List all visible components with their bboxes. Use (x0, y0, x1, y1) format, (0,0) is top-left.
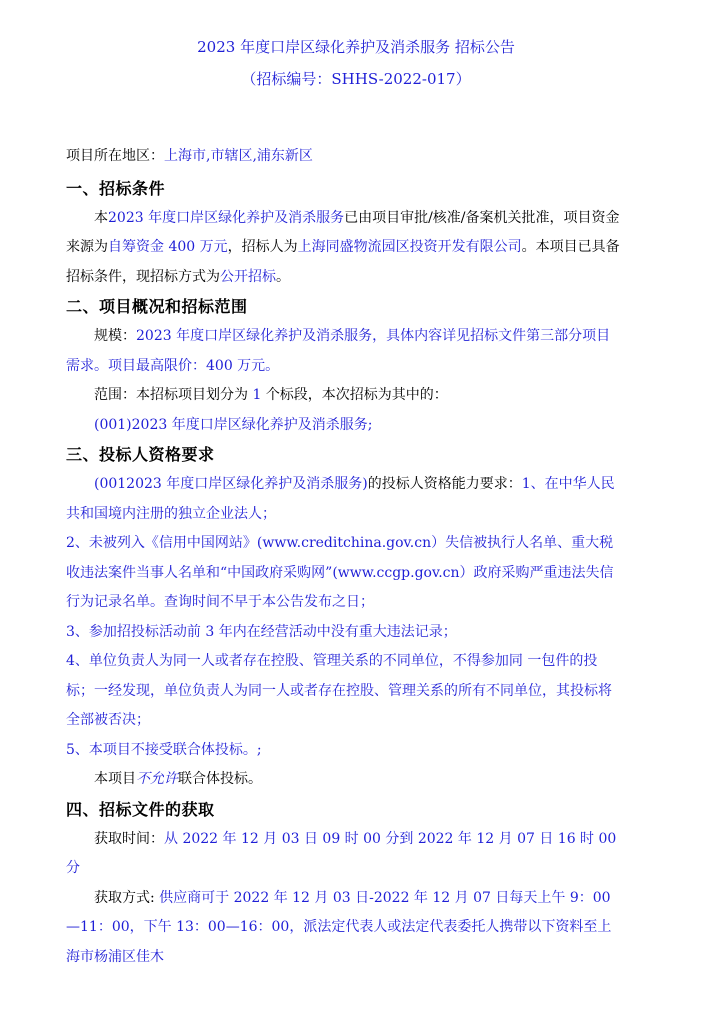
tenderer-name: 上海同盛物流园区投资开发有限公司 (297, 239, 522, 255)
lot-name: (0012023 年度口岸区绿化养护及消杀服务) (94, 476, 368, 492)
requirement-2: 2、未被列入《信用中国网站》(www.creditchina.gov.cn）失信被执行人名单、重大税收违法案件当事人名单和“中国政府采购网”(www.ccgp.gov.cn）政府采购严重违法失信行为记录名单。查询时间不早于本公告发布之日； (66, 535, 614, 610)
title: 2023 年度口岸区绿化养护及消杀服务 招标公告 (197, 38, 515, 56)
project-region (66, 142, 622, 172)
lot-count: 1 (248, 387, 266, 403)
time-label: 获取时间： (94, 830, 164, 847)
requirement-4: 4、单位负责人为同一人或者存在控股、管理关系的不同单位，不得参加同 一包件的投标；一经发现，单位负责人为同一人或者存在控股、管理关系的所有不同单位，其投标将全部被否决； (66, 653, 612, 728)
time-value: 从 2022 年 12 月 03 日 09 时 00 分到 2022 年 12 月 07 日 16 时 00 分 (66, 830, 617, 876)
consortium-note (66, 765, 622, 795)
text: 已由项目审批/核准/备案机关批准，项目资金来源为 (66, 209, 620, 255)
method-value: 供应商可于 2022 年 12 月 03 日-2022 年 12 月 07 日每天上午 9：00—11：00，下午 13：00—16：00，派法定代表人或法定代表委托人携带以下资料至上海市杨浦区佳木 (66, 889, 612, 965)
consortium-status: 不允许 (136, 771, 178, 787)
region-value: 上海市,市辖区,浦东新区 (164, 148, 313, 164)
fund-source: 自筹资金 400 万元 (108, 239, 228, 255)
section-heading-project-overview: 二、项目概况和招标范围 (66, 297, 248, 316)
acquisition-time (66, 825, 622, 884)
acquisition-method (66, 884, 622, 973)
requirement-1: 1、在中华人民共和国境内注册的独立企业法人； (66, 476, 615, 522)
method-label: 获取方式: (94, 889, 155, 906)
text: 本 (94, 209, 108, 226)
requirement-5: 5、本项目不接受联合体投标。; (66, 741, 262, 758)
qualification-intro (66, 470, 622, 529)
project-name: 2023 年度口岸区绿化养护及消杀服务 (108, 209, 345, 226)
notice-body (66, 142, 622, 972)
requirement-3: 3、参加招投标活动前 3 年内在经营活动中没有重大违法记录； (66, 623, 457, 640)
project-scope (66, 381, 622, 411)
tender-conditions-paragraph (66, 204, 622, 293)
section-heading-qualifications: 三、投标人资格要求 (66, 445, 215, 464)
project-scale (66, 322, 622, 381)
text: 范围：本招标项目划分为 (94, 387, 248, 403)
text: 。本项目已具备招标条件，现招标方式为 (66, 239, 620, 285)
text: 联合体投标。 (178, 771, 262, 787)
text: 个标段，本次招标为其中的： (265, 387, 448, 403)
section-heading-document-acquisition: 四、招标文件的获取 (66, 799, 215, 819)
section-heading-tender-conditions: 一、招标条件 (66, 178, 166, 198)
bid-number: （招标编号：SHHS-2022-017） (241, 70, 471, 88)
region-label: 项目所在地区： (66, 148, 164, 164)
text: 本项目 (94, 771, 136, 787)
text: 。 (276, 268, 290, 285)
text: 的投标人资格能力要求： (367, 476, 522, 492)
tender-method: 公开招标 (220, 268, 276, 285)
text: ，招标人为 (227, 239, 298, 255)
lot-item: (001)2023 年度口岸区绿化养护及消杀服务; (94, 416, 373, 433)
scale-text: 2023 年度口岸区绿化养护及消杀服务，具体内容详见招标文件第三部分项目需求。项目最高限价：400 万元。 (66, 328, 611, 374)
scale-label: 规模： (94, 328, 136, 344)
